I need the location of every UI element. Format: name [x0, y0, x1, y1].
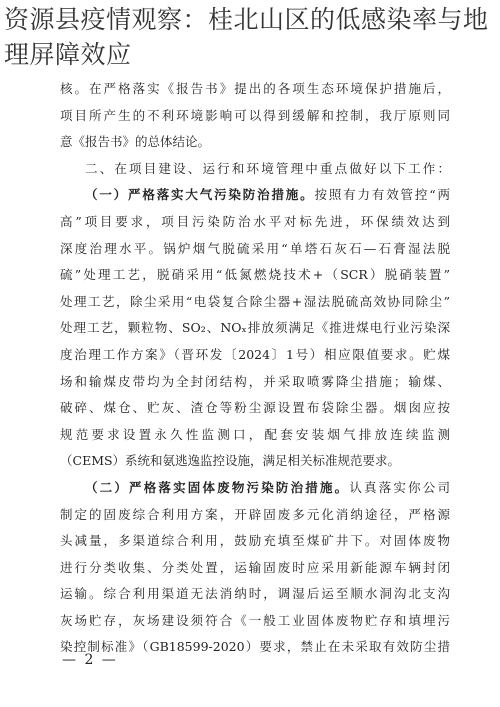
document-line [60, 581, 450, 608]
document-line [60, 209, 450, 236]
headline-title: 资源县疫情观察：桂北山区的低感染率与地理屏障效应 [4, 5, 489, 69]
line-text: 灰场贮存，灰场建设须符合《一般工业固体废物贮存和填埋污 [60, 612, 450, 628]
line-text: 头减量，多渠道综合利用，鼓励充填至煤矿井下。对固体废物 [60, 533, 450, 549]
line-text: 度治理工作方案》（晋环发〔2024〕1号）相应限值要求。贮煤 [60, 346, 450, 362]
document-line [60, 103, 450, 130]
line-text: 染控制标准》（GB18599-2020）要求，禁止在未采取有效防尘措 [60, 639, 450, 655]
line-text: 高”项目要求，项目污染防治水平对标先进，环保绩效达到 [60, 213, 450, 229]
line-text: 处理工艺，颗粒物、SO₂、NOₓ排放须满足《推进煤电行业污染深 [60, 320, 450, 336]
line-text: 制定的固废综合利用方案，开辟固废多元化消纳途径，严格源 [60, 506, 450, 522]
document-line [60, 475, 450, 502]
document-line [60, 156, 450, 183]
document-line [60, 289, 450, 316]
document-line [60, 315, 450, 342]
document-line [60, 608, 450, 635]
document-line [60, 448, 450, 475]
line-text: （CEMS）系统和氨逃逸监控设施，满足相关标准规范要求。 [60, 453, 401, 469]
line-text: 规范要求设置永久性监测口，配套安装烟气排放连续监测 [60, 426, 450, 442]
document-line [60, 182, 450, 209]
line-text: 破碎、煤仓、贮灰、渣仓等粉尘源设置布袋除尘器。烟囱应按 [60, 400, 450, 416]
line-text: 认真落实你公司 [349, 479, 450, 495]
line-text: 核。在严格落实《报告书》提出的各项生态环境保护措施后， [60, 81, 450, 96]
section-heading: （一）严格落实大气污染防治措施。 [85, 187, 315, 203]
document-line [60, 395, 450, 422]
document-line [60, 555, 450, 582]
document-line [60, 502, 450, 529]
document-line [60, 262, 450, 289]
document-line [60, 76, 450, 103]
document-line [60, 236, 450, 263]
line-text: 二、在项目建设、运行和环境管理中重点做好以下工作： [85, 160, 450, 176]
document-line [60, 634, 450, 661]
line-text: 按照有力有效管控“两 [314, 187, 450, 203]
line-text: 深度治理水平。锅炉烟气脱硫采用“单塔石灰石—石膏湿法脱 [60, 240, 450, 256]
line-text: 运输。综合利用渠道无法消纳时，调湿后运至顺水洞沟北支沟 [60, 586, 450, 602]
line-text: 处理工艺，除尘采用“电袋复合除尘器+湿法脱硫高效协同除尘” [60, 293, 450, 309]
document-line [60, 342, 450, 369]
line-text: 进行分类收集、分类处置，运输固废时应采用新能源车辆封闭 [60, 559, 450, 575]
document-line [60, 528, 450, 555]
line-text: 场和输煤皮带均为全封闭结构，并采取喷雾降尘措施；输煤、 [60, 373, 450, 389]
line-text: 项目所产生的不利环境影响可以得到缓解和控制，我厅原则同 [60, 107, 450, 123]
page-number: — 2 — [62, 652, 118, 668]
scanned-document-body [60, 76, 450, 661]
document-line [60, 422, 450, 449]
section-heading: （二）严格落实固体废物污染防治措施。 [85, 479, 350, 495]
line-text: 硫”处理工艺，脱硝采用“低氮燃烧技术+（SCR）脱硝装置” [60, 267, 450, 283]
document-line [60, 369, 450, 396]
line-text: 意《报告书》的总体结论。 [60, 134, 211, 150]
document-line [60, 129, 450, 156]
